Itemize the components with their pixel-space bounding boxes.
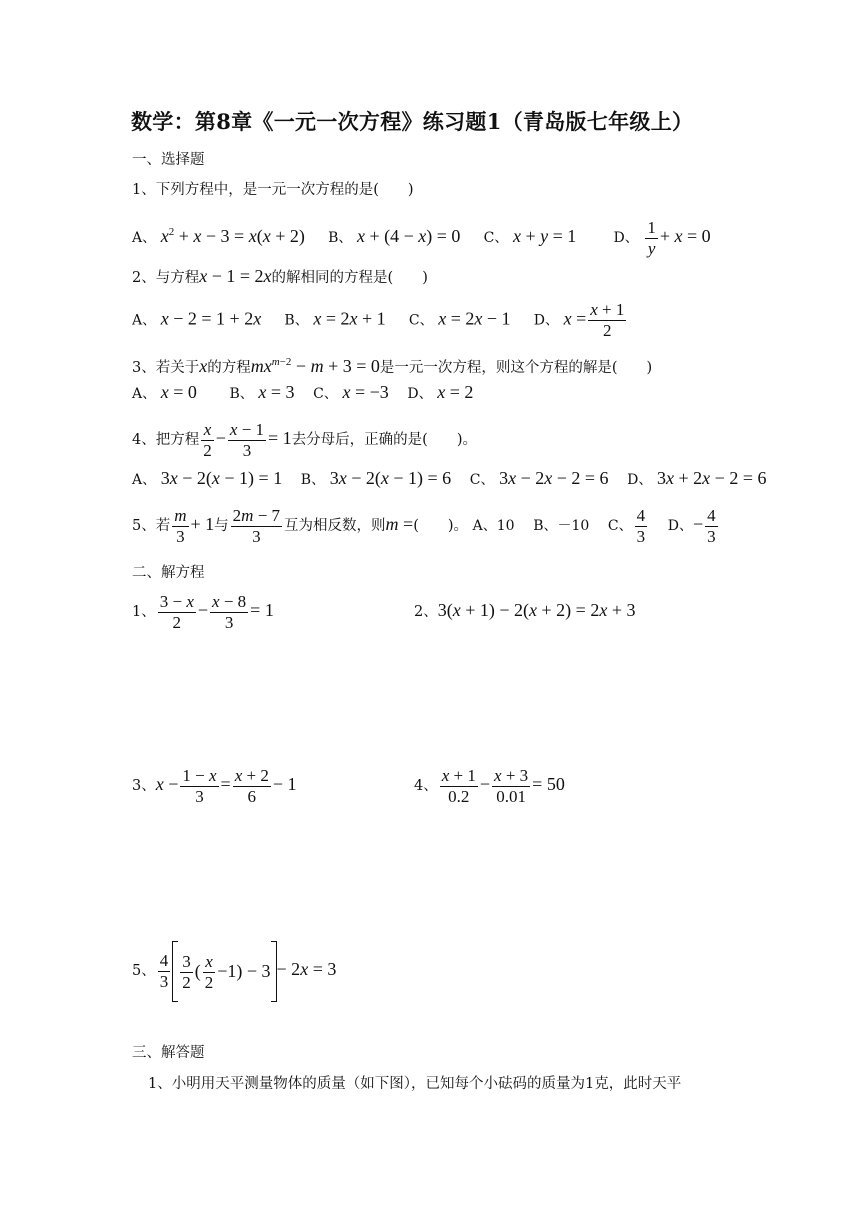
solve-problem-1: 1、 $\frac{3 - x}{2}$ − $\frac{x - 8}{3}$ = 1 — [132, 591, 274, 632]
question-5: 5、若 $\frac{m}{3}$ + 1与 $\frac{2m - 7}{3}$ 互为相反数，则m =( )。 A、10 B、－10 C、 $\frac{4}{3}$ D、− $\frac{4}{3}$ — [132, 505, 716, 546]
option-a: A、 — [132, 312, 157, 329]
solve-2-label: 2、 — [414, 604, 438, 620]
question-2-stem-post: 的解相同的方程是( ) — [271, 270, 428, 286]
solve-1-label: 1、 — [132, 604, 156, 620]
question-5-mid2: 互为相反数，则 — [284, 518, 386, 534]
option-c: C、 — [408, 312, 434, 329]
question-2-stem: 2、与方程x − 1 = 2x的解相同的方程是( ) — [132, 266, 428, 286]
question-4-stem-pre: 4、把方程 — [132, 432, 200, 448]
option-a: A、10 — [472, 518, 515, 534]
question-2-stem-pre: 2、与方程 — [132, 270, 200, 286]
answer-problem-1: 1、小明用天平测量物体的质量（如下图），已知每个小砝码的质量为1克，此时天平 — [148, 1076, 682, 1092]
option-a: A、 — [132, 230, 157, 246]
question-5-pre: 5、若 — [132, 518, 171, 534]
question-3-stem-pre: 3、若关于 — [132, 360, 200, 376]
option-c: C、 — [313, 386, 338, 402]
option-b: B、 — [328, 230, 353, 246]
solve-problem-4: 4、 $\frac{x + 1}{0.2}$ − $\frac{x + 3}{0.01}$ = 50 — [414, 765, 565, 806]
option-d: D、 — [613, 230, 639, 246]
option-a: A、 — [132, 386, 157, 402]
question-5-post: ( )。 — [413, 518, 469, 534]
solve-problem-5: 5、 $\frac{4}{3}$ $\frac{3}{2}$ ( $\frac{x}{2}$ −1) − 3 − 2x = 3 — [132, 950, 337, 993]
question-4-options: A、 3x − 2(x − 1) = 1 B、 3x − 2(x − 1) = 6 C、 3x − 2x − 2 = 6 D、 3x + 2x − 2 = 6 — [132, 468, 767, 488]
option-c: C、 — [469, 472, 495, 488]
section-choice: 一、选择题 — [132, 152, 205, 168]
option-a: A、 — [132, 472, 157, 488]
question-3-options: A、 x = 0 B、 x = 3 C、 x = −3 D、 x = 2 — [132, 382, 474, 402]
option-d: D、 — [667, 518, 693, 534]
solve-3-label: 3、 — [132, 778, 156, 794]
question-3-stem: 3、若关于x的方程$mx^{m-2} - m + 3 = 0$是一元一次方程，则这个方程的解是( ) — [132, 356, 653, 376]
question-3-stem-post: 是一元一次方程，则这个方程的解是( ) — [379, 360, 653, 376]
question-4-stem-post: 去分母后，正确的是( )。 — [291, 432, 478, 448]
option-b: B、 — [300, 472, 326, 488]
question-1-stem: 1、下列方程中，是一元一次方程的是( ) — [132, 182, 414, 198]
option-c: C、 — [607, 518, 633, 534]
solve-5-label: 5、 — [132, 963, 156, 979]
option-d: D、 — [407, 386, 433, 402]
option-b: B、 — [229, 386, 254, 402]
section-answer: 三、解答题 — [132, 1045, 205, 1061]
question-2-options: A、 x − 2 = 1 + 2x B、 x = 2x + 1 C、 x = 2x − 1 D、 x = $\frac{x + 1}{2}$ — [132, 300, 625, 340]
page-title: 数学：第8章《一元一次方程》练习题1（青岛版七年级上） — [131, 109, 694, 134]
option-d: D、 — [533, 312, 559, 329]
option-d: D、 — [627, 472, 653, 488]
question-4-stem: 4、把方程 $\frac{x}{2}$ − $\frac{x - 1}{3}$ = 1去分母后，正确的是( )。 — [132, 419, 478, 460]
question-1-options: A、 $x^2 + x - 3 = x(x + 2)$ B、 x + (4 − x) = 0 C、 x + y = 1 D、 $\frac{1}{y}$ + x = 0 — [132, 217, 711, 258]
option-c: C、 — [483, 230, 509, 246]
solve-problem-2: 2、3(x + 1) − 2(x + 2) = 2x + 3 — [414, 600, 636, 620]
solve-4-label: 4、 — [414, 778, 438, 794]
question-3-stem-mid: 的方程 — [207, 360, 251, 376]
solve-problem-3: 3、x − $\frac{1 - x}{3}$ = $\frac{x + 2}{6}$ − 1 — [132, 765, 297, 806]
section-solve: 二、解方程 — [132, 565, 205, 581]
option-b: B、 — [284, 312, 309, 329]
question-5-mid1: 与 — [214, 518, 229, 534]
option-b: B、－10 — [533, 518, 590, 534]
